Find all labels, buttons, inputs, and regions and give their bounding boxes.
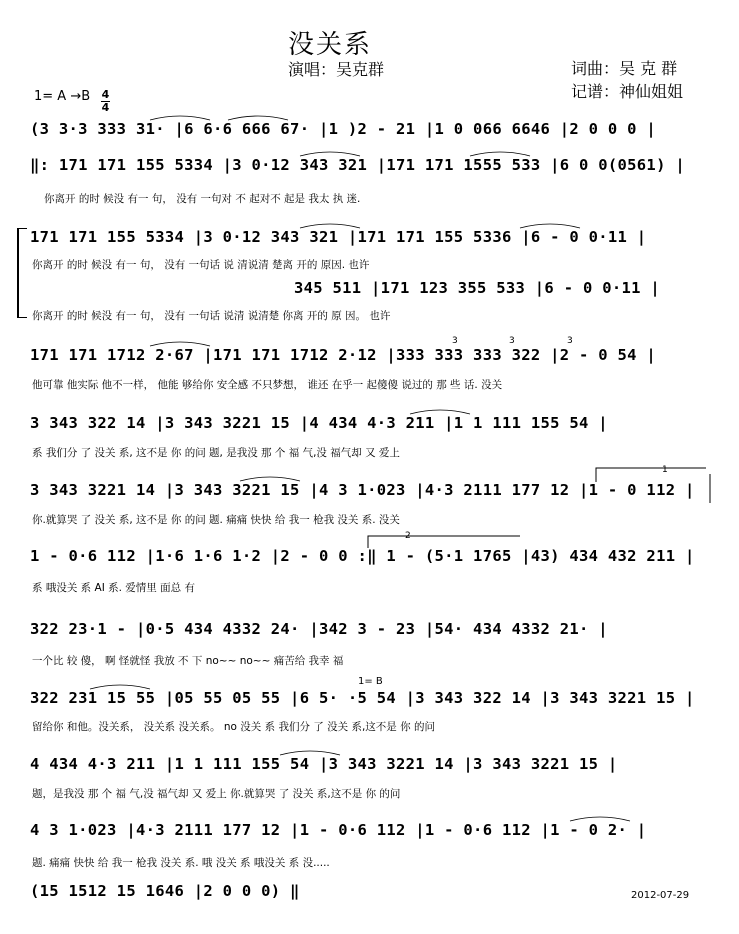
volta-2-label: 2 (405, 531, 411, 541)
music-line: 4 3 1·023 |4·3 2111 177 12 |1 - 0·6 112 |1 - 0·6 112 |1 - 0 2· | (30, 821, 647, 839)
lyric-line: 你离开 的时 候没 有一 句， 没有 一句对 不 起对不 起是 我太 执 迷. (44, 193, 361, 205)
transcriber: 记谱：神仙姐姐 (571, 82, 684, 101)
music-line: (3 3·3 333 31· |6 6·6 666 67· |1 )2 - 21 |1 0 066 6646 |2 0 0 0 | (30, 120, 657, 138)
music-line: 171 171 155 5334 |3 0·12 343 321 |171 171 155 5336 |6 - 0 0·11 | (30, 228, 647, 246)
time-sig-bottom: 4 (101, 101, 110, 114)
music-line: 4 434 4·3 211 |1 1 111 155 54 |3 343 3221 14 |3 343 3221 15 | (30, 755, 618, 773)
lyric-line: 留给你 和他。没关系， 没关系 没关系。 no 没关 系 我们分 了 没关 系,这不是 你 的问 (32, 721, 435, 733)
singer-credit: 演唱：吴克群 (288, 60, 385, 79)
triplet-mark: 3 (452, 336, 458, 346)
lyric-line: 系 我们分 了 没关 系, 这不是 你 的问 题, 是我没 那 个 福 气,没 福气却 又 爱上 (32, 447, 400, 459)
triplet-mark: 3 (509, 336, 515, 346)
music-line: 322 23·1 - |0·5 434 4332 24· |342 3 - 23 |54· 434 4332 21· | (30, 620, 608, 638)
lyricist-composer: 词曲：吴 克 群 (571, 59, 678, 78)
time-sig-top: 4 (101, 88, 110, 101)
song-title: 没关系 (288, 30, 373, 60)
music-line: 345 511 |171 123 355 533 |6 - 0 0·11 | (294, 279, 661, 297)
lyric-line: 你离开 的时 候没 有一 句， 没有 一句话 说清 说清楚 你离 开的 原 因。 也许 (32, 310, 391, 322)
volta-1 (596, 468, 706, 482)
music-line: 322 231 15 55 |05 55 05 55 |6 5· ·5 54 |3 343 322 14 |3 343 3221 15 | (30, 689, 695, 707)
lyric-line: 你.就算哭 了 没关 系, 这不是 你 的问 题. 痛痛 快快 给 我一 枪我 没关 系. 没关 (32, 514, 400, 526)
volta-2 (368, 536, 520, 548)
key-signature: 1= A →B (34, 89, 91, 104)
music-line: 3 343 3221 14 |3 343 3221 15 |4 3 1·023 |4·3 2111 177 12 |1 - 0 112 | (30, 481, 695, 499)
triplet-mark: 3 (567, 336, 573, 346)
lyric-line: 一个比 较 傻， 啊 怪就怪 我放 不 下 no~~ no~~ 痛苦给 我幸 福 (32, 655, 344, 667)
lyric-line: 题，是我没 那 个 福 气,没 福气却 又 爱上 你.就算哭 了 没关 系,这不是 你 的问 (32, 788, 401, 800)
music-line: 1 - 0·6 112 |1·6 1·6 1·2 |2 - 0 0 :‖ 1 - (5·1 1765 |43) 434 432 211 | (30, 547, 695, 565)
music-line: ‖: 171 171 155 5334 |3 0·12 343 321 |171 171 1555 533 |6 0 0(0561) | (30, 156, 685, 174)
key-change: 1= B (358, 676, 383, 687)
lyric-line: 你离开 的时 候没 有一 句， 没有 一句话 说 清说清 楚离 开的 原因. 也许 (32, 259, 370, 271)
lyric-line: 系 哦没关 系 AI 系. 爱情里 面总 有 (32, 582, 195, 594)
music-line: 3 343 322 14 |3 343 3221 15 |4 434 4·3 211 |1 1 111 155 54 | (30, 414, 608, 432)
lyric-line: 题. 痛痛 快快 给 我一 枪我 没关 系. 哦 没关 系 哦没关 系 没..... (32, 857, 330, 869)
lyric-line: 他可靠 他实际 他不一样， 他能 够给你 安全感 不只梦想， 谁还 在乎一 起傻傻 说过的 那 些 话. 没关 (32, 379, 503, 391)
music-line: 171 171 1712 2·67 |171 171 1712 2·12 |333 333 333 322 |2 - 0 54 | (30, 346, 657, 364)
music-line: (15 1512 15 1646 |2 0 0 0) ‖ (30, 882, 300, 900)
volta-1-label: 1 (662, 465, 668, 475)
slurs (90, 116, 630, 821)
date-stamp: 2012-07-29 (631, 890, 690, 901)
